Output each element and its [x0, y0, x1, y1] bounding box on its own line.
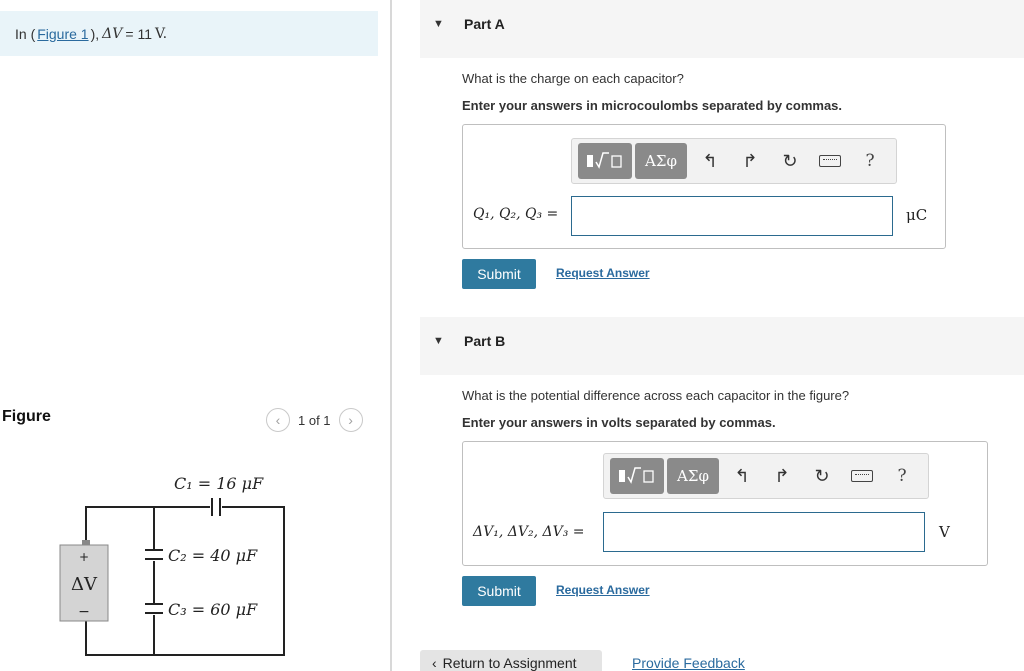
provide-feedback-link[interactable]: Provide Feedback	[632, 655, 745, 671]
part-b-submit-button[interactable]: Submit	[462, 576, 536, 606]
return-label: Return to Assignment	[442, 655, 577, 671]
c2-capacitor	[145, 550, 163, 559]
help-icon[interactable]: ?	[897, 466, 907, 486]
collapse-triangle-icon[interactable]: ▼	[433, 18, 444, 30]
part-a-answer-label: Q₁, Q₂, Q₃ =	[473, 206, 559, 222]
greek-symbols-button[interactable]: ΑΣφ	[635, 143, 687, 179]
part-b-unit: V	[939, 523, 950, 541]
c2-label: C₂ = 40 μF	[168, 546, 258, 565]
math-toolbar	[571, 138, 897, 184]
part-b-instruction: Enter your answers in volts separated by commas.	[462, 415, 776, 430]
problem-intro	[0, 11, 378, 56]
left-pane	[0, 0, 390, 671]
part-a-instruction: Enter your answers in microcoulombs separated by commas.	[462, 98, 843, 113]
redo-icon[interactable]: ↱	[774, 465, 790, 486]
collapse-triangle-icon[interactable]: ▼	[433, 335, 444, 347]
delta-v-symbol: ΔV	[102, 25, 123, 42]
redo-icon[interactable]: ↱	[742, 150, 758, 171]
pager-text: 1 of 1	[298, 412, 331, 428]
circuit-wires	[86, 507, 284, 655]
intro-after-link: ),	[90, 25, 100, 42]
battery	[60, 540, 108, 621]
part-b-answer-input[interactable]	[603, 512, 925, 552]
keyboard-icon[interactable]	[810, 155, 850, 167]
pane-divider[interactable]	[390, 0, 392, 671]
part-b-question: What is the potential difference across each capacitor in the figure?	[462, 388, 850, 403]
intro-prefix: In (	[15, 25, 36, 42]
c1-capacitor	[212, 498, 220, 516]
part-b-answer-label: ΔV₁, ΔV₂, ΔV₃ =	[473, 524, 585, 540]
part-a-header[interactable]	[420, 0, 1024, 58]
chevron-left-icon[interactable]: ‹	[266, 408, 290, 432]
undo-icon[interactable]: ↰	[702, 150, 718, 171]
part-b-request-answer-link[interactable]: Request Answer	[556, 583, 650, 597]
greek-symbols-button[interactable]: ΑΣφ	[667, 458, 719, 494]
chevron-left-icon: ‹	[432, 655, 437, 671]
part-a-question: What is the charge on each capacitor?	[462, 71, 684, 86]
part-a-answer-input[interactable]	[571, 196, 893, 236]
part-b-answer-box	[462, 441, 988, 566]
template-sqrt-icon[interactable]	[578, 143, 632, 179]
part-a-submit-button[interactable]: Submit	[462, 259, 536, 289]
part-a-answer-box	[462, 124, 946, 249]
battery-minus: −	[78, 604, 90, 620]
part-a-unit: μC	[906, 206, 928, 224]
c1-label: C₁ = 16 μF	[174, 474, 264, 493]
reset-icon[interactable]: ↻	[782, 150, 798, 171]
circuit-diagram	[50, 465, 310, 671]
figure-pager	[266, 408, 363, 432]
intro-unit: V.	[155, 25, 168, 42]
math-toolbar	[603, 453, 929, 499]
figure-link[interactable]: Figure 1	[37, 25, 89, 42]
battery-label: ΔV	[71, 574, 97, 595]
intro-equals: = 11	[125, 25, 152, 42]
figure-heading: Figure	[2, 408, 51, 425]
return-to-assignment-button[interactable]	[420, 650, 602, 671]
part-a-title: Part A	[464, 16, 505, 32]
chevron-right-icon[interactable]: ›	[339, 408, 363, 432]
reset-icon[interactable]: ↻	[814, 465, 830, 486]
c3-capacitor	[145, 604, 163, 613]
template-sqrt-icon[interactable]	[610, 458, 664, 494]
part-a-request-answer-link[interactable]: Request Answer	[556, 266, 650, 280]
help-icon[interactable]: ?	[865, 151, 875, 171]
right-pane	[420, 0, 1024, 671]
part-b-header[interactable]	[420, 317, 1024, 375]
undo-icon[interactable]: ↰	[734, 465, 750, 486]
keyboard-icon[interactable]	[842, 470, 882, 482]
c3-label: C₃ = 60 μF	[168, 600, 258, 619]
battery-plus: +	[78, 550, 90, 564]
part-b-title: Part B	[464, 333, 506, 349]
